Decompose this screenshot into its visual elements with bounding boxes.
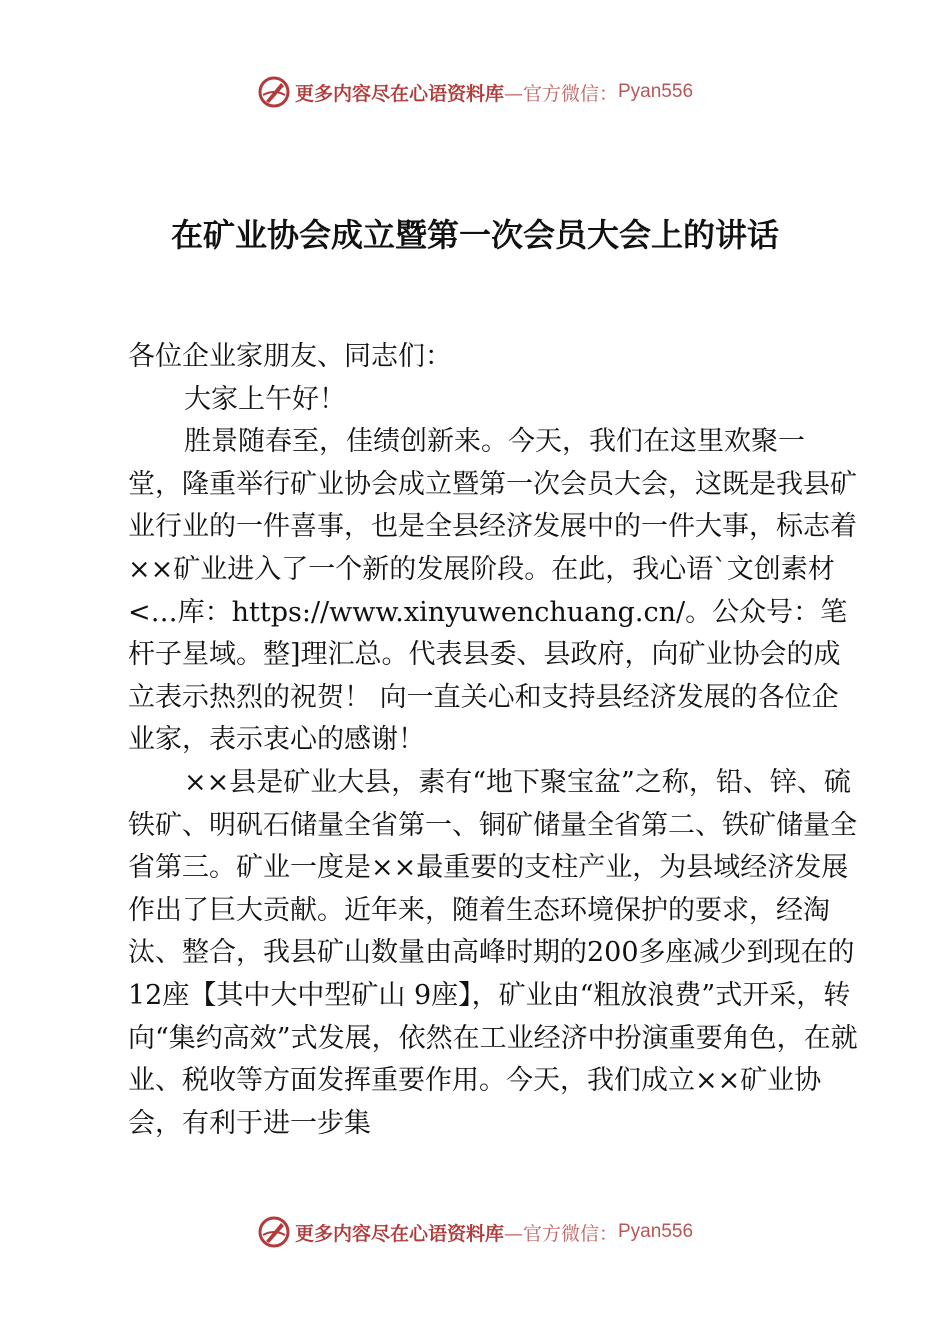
banner-subtext: —官方微信： xyxy=(503,1222,618,1245)
footer-banner xyxy=(0,1212,950,1252)
paragraph: 大家上午好！ xyxy=(184,383,346,415)
paragraph: ××县是矿业大县，素有“地下聚宝盆”之称，铅、锌、硫铁矿、明矾石储量全省第一、铜矿储量全省第二、铁矿储量全省第三。矿业一度是××最重要的支柱产业，为县域经济发展作出了巨大贡献。近年来，随着生态环境保护的要求，经淘汰、整合，我县矿山数量由高峰时期的200多座减少到现在的 12座【其中大中型矿山 9座】，矿业由“粗放浪费”式开采，转向“集约高效”式发展，依然在工业经济中扮演重要角色，在就业、税收等方面发挥重要作用。今天，我们成立××矿业协会，有利于进一步集 xyxy=(128,766,858,1139)
salutation: 各位企业家朋友、同志们： xyxy=(128,341,452,372)
banner-text: 更多内容尽在心语资料库 xyxy=(294,82,504,105)
quill-logo-icon xyxy=(257,1215,291,1249)
banner-wechat-id: Pyan556 xyxy=(618,1221,694,1242)
paragraph: 胜景随春至，佳绩创新来。今天，我们在这里欢聚一堂，隆重举行矿业协会成立暨第一次会员大会，这既是我县矿业行业的一件喜事，也是全县经济发展中的一件大事，标志着××矿业进入了一个新的发展阶段。在此，我心语`文创素材<…库：https://www.xinyuwenchuang.cn/。公众号：笔杆子星域。整]理汇总。代表县委、县政府，向矿业协会的成立表示热烈的祝贺！ 向一直关心和支持县经济发展的各位企业家，表示衷心的感谢！ xyxy=(128,426,857,756)
banner-text: 更多内容尽在心语资料库 xyxy=(294,1222,504,1245)
quill-logo-icon xyxy=(257,75,291,109)
banner-wechat-id: Pyan556 xyxy=(618,81,694,102)
document-body xyxy=(128,336,858,1145)
banner-subtext: —官方微信： xyxy=(503,82,618,105)
header-banner xyxy=(0,72,950,112)
document-title: 在矿业协会成立暨第一次会员大会上的讲话 xyxy=(170,216,779,254)
